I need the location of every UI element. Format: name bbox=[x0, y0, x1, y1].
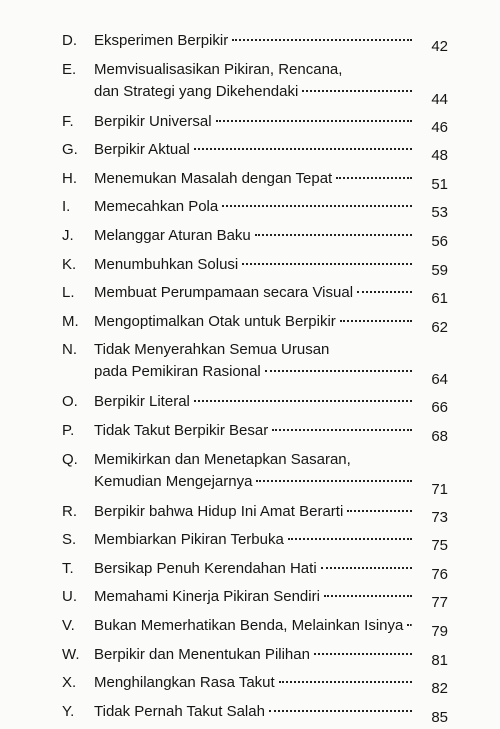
toc-entry bbox=[62, 586, 448, 615]
toc-page-number: 71 bbox=[431, 480, 448, 498]
toc-entry bbox=[62, 529, 448, 558]
toc-entry bbox=[62, 672, 448, 701]
dot-leader bbox=[256, 480, 412, 482]
toc-entry-letter: Y. bbox=[62, 702, 75, 720]
dot-leader bbox=[222, 205, 412, 207]
toc-page-number: 85 bbox=[431, 708, 448, 726]
toc-entry bbox=[62, 339, 448, 391]
toc-entry-row bbox=[62, 391, 448, 413]
toc-entry-row bbox=[62, 420, 448, 442]
toc-entry bbox=[62, 30, 448, 59]
toc-entry-row bbox=[62, 59, 448, 81]
toc-entry bbox=[62, 282, 448, 311]
toc-entry bbox=[62, 59, 448, 111]
toc-page-number: 81 bbox=[431, 651, 448, 669]
dot-leader bbox=[255, 234, 412, 236]
toc-entry-row bbox=[62, 644, 448, 666]
toc-entry-letter: I. bbox=[62, 198, 71, 216]
toc-entry-letter: D. bbox=[62, 32, 77, 49]
toc-page-number: 73 bbox=[431, 508, 448, 526]
toc-entry-row bbox=[62, 558, 448, 580]
toc-entry-title: Eksperimen Berpikir bbox=[94, 32, 229, 49]
toc-entry-row bbox=[62, 254, 448, 276]
toc-entry-title: Membuat Perumpamaan secara Visual bbox=[94, 284, 354, 302]
toc-entry bbox=[62, 225, 448, 254]
toc-entry-title: Berpikir Aktual bbox=[94, 141, 190, 159]
toc-entry-letter: T. bbox=[62, 559, 74, 577]
toc-entry-title: Bukan Memerhatikan Benda, Melainkan Isinya bbox=[94, 616, 404, 634]
toc-entry-title: Menemukan Masalah dengan Tepat bbox=[94, 169, 333, 187]
toc-entry-title: Bersikap Penuh Kerendahan Hati bbox=[94, 559, 317, 577]
toc-entry-title: Tidak Menyerahkan Semua Urusan bbox=[94, 341, 330, 359]
toc-entry-row bbox=[62, 139, 448, 161]
dot-leader bbox=[336, 177, 412, 179]
toc-entry-row bbox=[62, 361, 448, 383]
dot-leader bbox=[272, 429, 412, 431]
toc-entry bbox=[62, 558, 448, 587]
toc-page-number: 61 bbox=[431, 290, 448, 308]
toc-entry bbox=[62, 449, 448, 501]
toc-entry-title: Berpikir Universal bbox=[94, 112, 212, 130]
toc-entry bbox=[62, 501, 448, 530]
toc-entry-letter: O. bbox=[62, 393, 78, 411]
toc-entry-letter: S. bbox=[62, 531, 77, 549]
toc-entry-title: Memahami Kinerja Pikiran Sendiri bbox=[94, 588, 320, 606]
toc-page-number: 48 bbox=[431, 147, 448, 165]
toc-page-number: 68 bbox=[431, 427, 448, 445]
dot-leader bbox=[269, 710, 412, 712]
dot-leader bbox=[340, 320, 412, 322]
toc-entry-row bbox=[62, 168, 448, 190]
dot-leader bbox=[279, 681, 412, 683]
toc-entry-title-continued: pada Pemikiran Rasional bbox=[94, 363, 261, 381]
toc-page-number: 51 bbox=[431, 175, 448, 193]
toc-entry-row bbox=[62, 501, 448, 523]
toc-entry-letter: V. bbox=[62, 616, 75, 634]
toc-entry-letter: G. bbox=[62, 141, 78, 159]
toc-entry bbox=[62, 311, 448, 340]
toc-entry-row bbox=[62, 81, 448, 103]
toc-entry-letter: H. bbox=[62, 169, 77, 187]
toc-page-number: 79 bbox=[431, 622, 448, 640]
dot-leader bbox=[242, 263, 412, 265]
toc-entry-row bbox=[62, 586, 448, 608]
toc-entry-row bbox=[62, 701, 448, 723]
toc-entry-row bbox=[62, 196, 448, 218]
toc-page-number: 46 bbox=[431, 118, 448, 136]
toc-page-number: 42 bbox=[431, 38, 448, 55]
toc-entry bbox=[62, 139, 448, 168]
toc-page-number: 59 bbox=[431, 261, 448, 279]
toc-entry-title: Tidak Takut Berpikir Besar bbox=[94, 421, 269, 439]
toc-page-number: 75 bbox=[431, 537, 448, 555]
toc-entry-row bbox=[62, 672, 448, 694]
toc-entry bbox=[62, 615, 448, 644]
toc-entry bbox=[62, 254, 448, 283]
toc-entry-letter: E. bbox=[62, 60, 77, 78]
toc-entry-row bbox=[62, 529, 448, 551]
toc-entry-letter: U. bbox=[62, 588, 77, 606]
toc-entry-title: Berpikir Literal bbox=[94, 393, 190, 411]
dot-leader bbox=[288, 538, 412, 540]
dot-leader bbox=[324, 595, 412, 597]
toc-entry-letter: J. bbox=[62, 226, 74, 244]
dot-leader bbox=[194, 148, 412, 150]
toc-page-number: 77 bbox=[431, 594, 448, 612]
toc-entry-title-continued: dan Strategi yang Dikehendaki bbox=[94, 82, 299, 100]
toc-entry-title: Memvisualisasikan Pikiran, Rencana, bbox=[94, 60, 343, 78]
toc-entry bbox=[62, 420, 448, 449]
toc-entry-row bbox=[62, 471, 448, 493]
toc-entry-letter: F. bbox=[62, 112, 74, 130]
toc-entry-title-continued: Kemudian Mengejarnya bbox=[94, 472, 253, 490]
toc-page-number: 66 bbox=[431, 399, 448, 417]
toc-page-number: 62 bbox=[431, 318, 448, 336]
toc-page-number: 44 bbox=[431, 90, 448, 108]
toc-page-number: 56 bbox=[431, 232, 448, 250]
toc-entry-letter: W. bbox=[62, 645, 80, 663]
toc-entry bbox=[62, 701, 448, 729]
toc-entry bbox=[62, 196, 448, 225]
dot-leader bbox=[265, 370, 412, 372]
toc-entry-letter: X. bbox=[62, 674, 77, 692]
toc-entry bbox=[62, 168, 448, 197]
toc-entry-row bbox=[62, 225, 448, 247]
toc-entry-row bbox=[62, 30, 448, 52]
toc-page-number: 53 bbox=[431, 204, 448, 222]
toc-entry-row bbox=[62, 111, 448, 133]
toc-entry-letter: R. bbox=[62, 502, 77, 520]
toc-entry-letter: P. bbox=[62, 421, 75, 439]
toc-entry-row bbox=[62, 282, 448, 304]
toc-entry-title: Berpikir bahwa Hidup Ini Amat Berarti bbox=[94, 502, 344, 520]
toc-entry-row bbox=[62, 339, 448, 361]
toc-entry-title: Menumbuhkan Solusi bbox=[94, 255, 239, 273]
toc-entry-title: Mengoptimalkan Otak untuk Berpikir bbox=[94, 312, 336, 330]
toc-entry-letter: Q. bbox=[62, 450, 78, 468]
toc-entry bbox=[62, 391, 448, 420]
toc-page-number: 76 bbox=[431, 565, 448, 583]
toc-entry-letter: L. bbox=[62, 284, 75, 302]
toc-entry-letter: K. bbox=[62, 255, 77, 273]
dot-leader bbox=[347, 510, 412, 512]
dot-leader bbox=[302, 90, 412, 92]
toc-entry-letter: M. bbox=[62, 312, 79, 330]
toc-page-number: 64 bbox=[431, 371, 448, 389]
dot-leader bbox=[407, 624, 412, 626]
toc-entry bbox=[62, 644, 448, 673]
toc-entry-title: Melanggar Aturan Baku bbox=[94, 226, 251, 244]
dot-leader bbox=[216, 120, 412, 122]
toc-entry-title: Menghilangkan Rasa Takut bbox=[94, 674, 275, 692]
toc-entry-title: Membiarkan Pikiran Terbuka bbox=[94, 531, 284, 549]
dot-leader bbox=[321, 567, 412, 569]
toc-entry-row bbox=[62, 449, 448, 471]
toc-entry-letter: N. bbox=[62, 341, 77, 359]
toc-page-number: 82 bbox=[431, 680, 448, 698]
toc-entry-row bbox=[62, 311, 448, 333]
dot-leader bbox=[314, 653, 412, 655]
toc-entry-title: Berpikir dan Menentukan Pilihan bbox=[94, 645, 310, 663]
toc-entry-row bbox=[62, 615, 448, 637]
table-of-contents bbox=[62, 30, 448, 729]
dot-leader bbox=[194, 400, 412, 402]
toc-entry bbox=[62, 111, 448, 140]
toc-entry-title: Memecahkan Pola bbox=[94, 198, 219, 216]
dot-leader bbox=[357, 291, 412, 293]
dot-leader bbox=[232, 39, 412, 41]
toc-entry-title: Tidak Pernah Takut Salah bbox=[94, 702, 265, 720]
toc-entry-title: Memikirkan dan Menetapkan Sasaran, bbox=[94, 450, 351, 468]
